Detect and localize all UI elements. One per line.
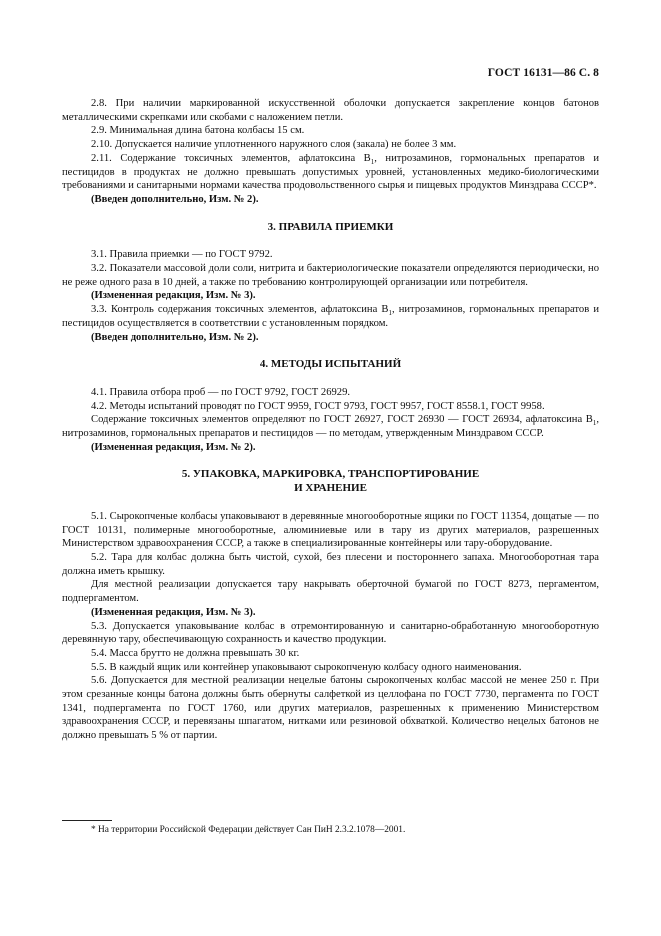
- text-run: Содержание токсичных элементов определяют по ГОСТ 26927, ГОСТ 26930 — ГОСТ 26934, афлатоксина B: [91, 414, 593, 426]
- paragraph-toxic-methods: [62, 413, 599, 440]
- text-run: 3.3. Контроль содержания токсичных элементов, афлатоксина B: [91, 304, 389, 316]
- paragraph-2-11: [62, 152, 599, 193]
- text-run: , нитрозаминов, гормональных препаратов и пестицидов — по методам, утвержденным Минздравом СССР.: [62, 414, 599, 440]
- paragraph-3-1: 3.1. Правила приемки — по ГОСТ 9792.: [91, 249, 273, 261]
- footnote-divider: [62, 820, 112, 821]
- amendment-note: (Введен дополнительно, Изм. № 2).: [91, 193, 259, 205]
- text-run: , нитрозаминов, гормональных препаратов и пестицидов осуществляется в соответствии с установленным порядком.: [62, 304, 599, 329]
- subscript: 1: [592, 419, 597, 428]
- amendment-note: (Измененная редакция, Изм. № 3).: [91, 606, 256, 618]
- paragraph-4-1: 4.1. Правила отбора проб — по ГОСТ 9792, ГОСТ 26929.: [91, 386, 351, 398]
- paragraph-5-1: 5.1. Сырокопченые колбасы упаковывают в деревянные многооборотные ящики по ГОСТ 11354, дощатые — по ГОСТ 10131, полимерные многооборотные, алюминиевые или в тару из других материалов, разрешенных Министерством здравоохранения СССР, а также в специализированные контейнеры или тару-оборудование.: [62, 510, 599, 550]
- footnote-area: [62, 820, 599, 836]
- section-3-heading: 3. ПРАВИЛА ПРИЕМКИ: [267, 220, 394, 233]
- amendment-note: (Измененная редакция, Изм. № 2).: [91, 441, 256, 453]
- text-run: 2.11. Содержание токсичных элементов, афлатоксина B: [91, 152, 371, 164]
- section-5-heading-line2: И ХРАНЕНИЕ: [294, 482, 367, 495]
- subscript: 1: [370, 157, 375, 166]
- paragraph-5-5: 5.5. В каждый ящик или контейнер упаковывают сырокопченую колбасу одного наименования.: [91, 661, 522, 673]
- subscript: 1: [388, 309, 392, 318]
- footnote: * На территории Российской Федерации действует Сан ПиН 2.3.2.1078—2001.: [91, 825, 406, 835]
- paragraph-5-6: 5.6. Допускается для местной реализации нецелые батоны сырокопченых колбас массой не менее 250 г. При этом срезанные концы батона должны быть обернуты салфеткой из целлофана по ГОСТ 7730, пергамента по ГОСТ 1341, подпергамента по ГОСТ 1760, или других материалов, разрешенных к применению Министерством здравоохранения СССР, и перевязаны шпагатом, нитками или резиновой обхваткой. Количество нецелых батонов не должно превышать 5 % от партии.: [62, 675, 599, 742]
- paragraph-5-2: 5.2. Тара для колбас должна быть чистой, сухой, без плесени и постороннего запаха. Многооборотная тара должна иметь крышку.: [62, 551, 599, 577]
- paragraph-3-3: [62, 303, 599, 330]
- document-body: [62, 97, 599, 743]
- page-header: ГОСТ 16131—86 С. 8: [487, 67, 599, 79]
- paragraph-5-4: 5.4. Масса брутто не должна превышать 30 кг.: [91, 647, 300, 659]
- section-5-heading-line1: 5. УПАКОВКА, МАРКИРОВКА, ТРАНСПОРТИРОВАНИЕ: [181, 468, 480, 481]
- paragraph-local-sale: Для местной реализации допускается тару накрывать оберточной бумагой по ГОСТ 8273, пергаментом, подпергаментом.: [62, 579, 599, 605]
- section-5-heading: [62, 468, 599, 495]
- text-run: , нитрозаминов, гормональных препаратов и пестицидов в продуктах не должно превышать допустимых уровней, установленных медико-биологическими требованиями и санитарными нормами качества продовольственного сырья и пищевых продуктов Минздрава СССР*.: [62, 152, 599, 192]
- paragraph-2-10: 2.10. Допускается наличие уплотненного наружного слоя (закала) не более 3 мм.: [91, 139, 457, 151]
- paragraph-3-2: 3.2. Показатели массовой доли соли, нитрита и бактериологические показатели определяются периодически, но не реже одного раза в 10 дней, а также по требованию контролирующей организации или потребителя.: [62, 263, 599, 288]
- amendment-note: (Введен дополнительно, Изм. № 2).: [91, 331, 259, 343]
- paragraph-4-2: 4.2. Методы испытаний проводят по ГОСТ 9959, ГОСТ 9793, ГОСТ 9957, ГОСТ 8558.1, ГОСТ 9958.: [91, 400, 545, 412]
- section-4-heading: 4. МЕТОДЫ ИСПЫТАНИЙ: [259, 358, 402, 371]
- paragraph-2-9: 2.9. Минимальная длина батона колбасы 15 см.: [91, 125, 305, 137]
- amendment-note: (Измененная редакция, Изм. № 3).: [91, 290, 256, 302]
- paragraph-5-3: 5.3. Допускается упаковывание колбас в отремонтированную и санитарно-обработанную многооборотную деревянную тару, обеспечивающую сохранность и качество продукции.: [62, 620, 599, 646]
- paragraph-2-8: 2.8. При наличии маркированной искусственной оболочки допускается закрепление концов батонов металлическими скрепками или скобами с наложением петли.: [62, 98, 599, 123]
